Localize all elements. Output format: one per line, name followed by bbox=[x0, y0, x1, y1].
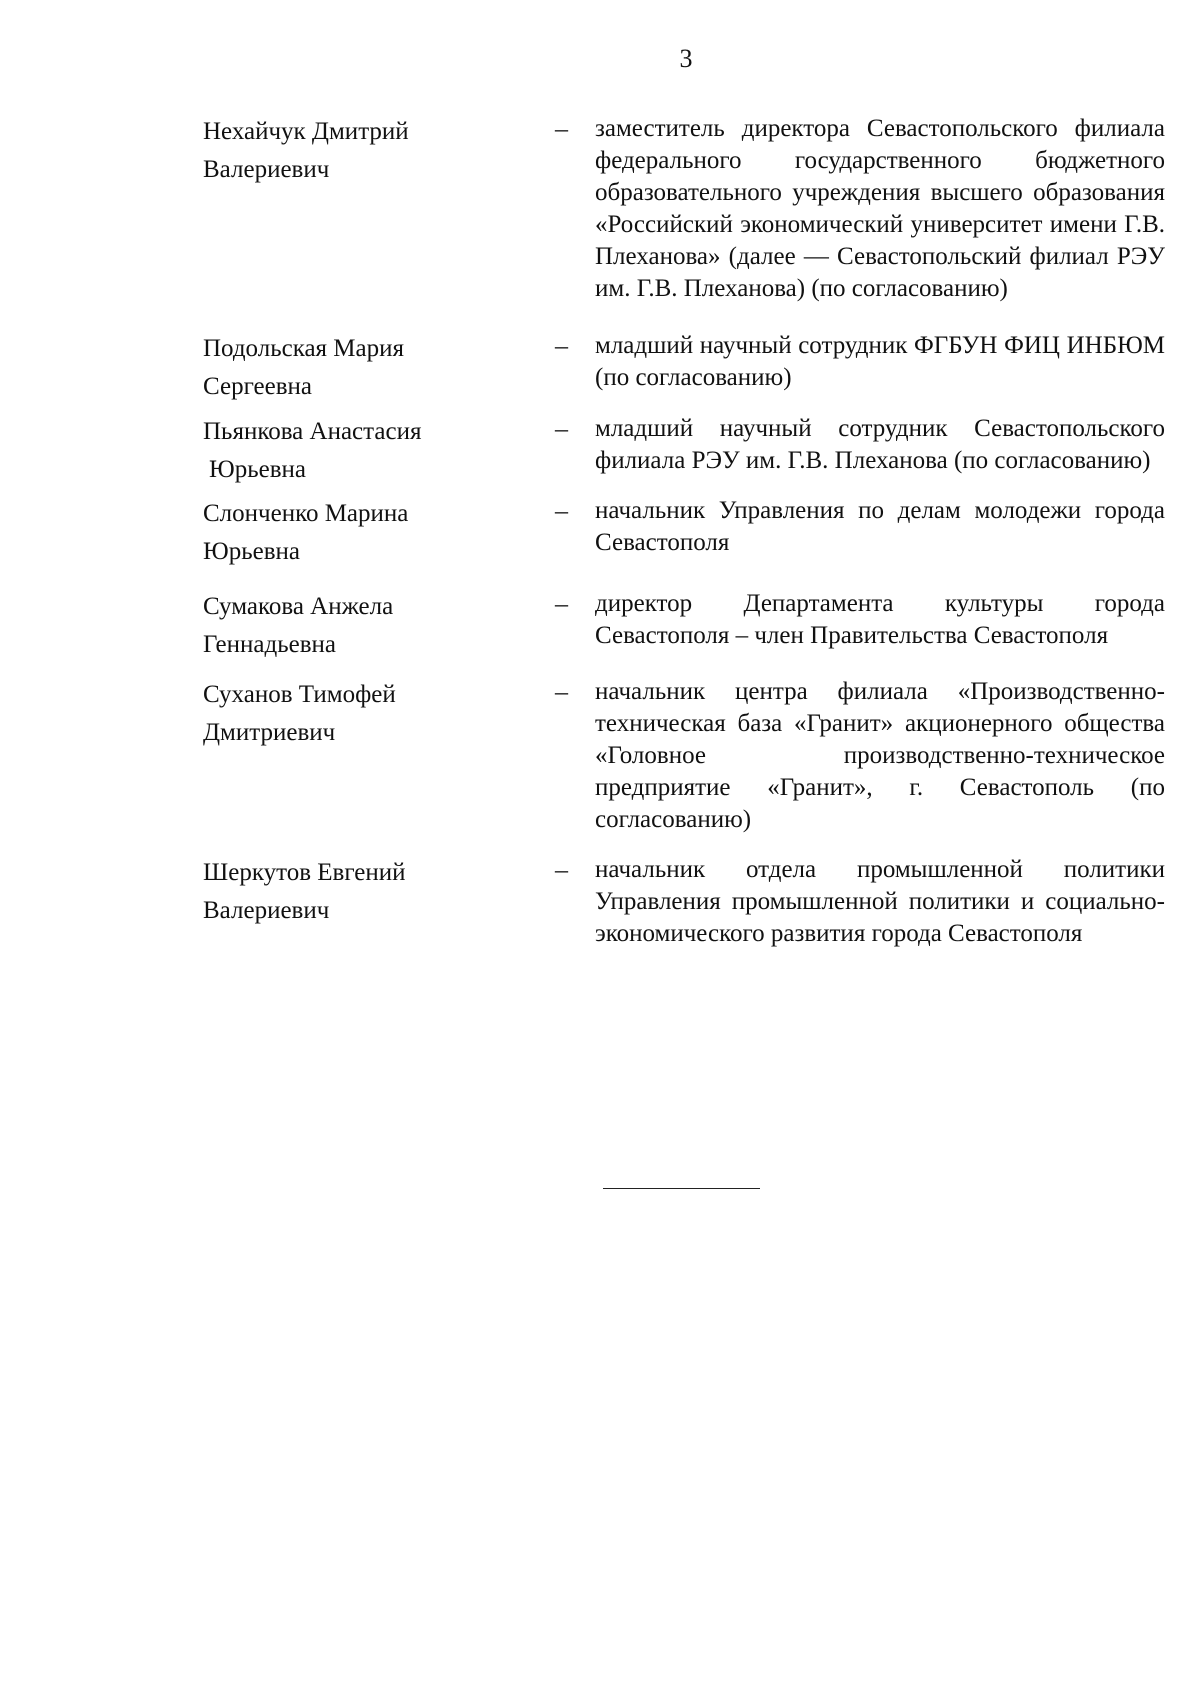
member-name bbox=[203, 588, 553, 664]
member-patronymic: Сергеевна bbox=[203, 373, 312, 400]
member-row bbox=[203, 495, 1165, 571]
member-row bbox=[203, 113, 1165, 305]
member-dash: – bbox=[555, 496, 568, 525]
member-dash: – bbox=[555, 855, 568, 884]
member-patronymic: Валериевич bbox=[203, 156, 330, 183]
member-surname-first-name: Пьянкова Анастасия bbox=[203, 418, 422, 445]
member-row bbox=[203, 413, 1165, 489]
commission-members-list bbox=[203, 113, 1165, 950]
member-role: начальник центра филиала «Производственно-техническая база «Гранит» акционерного общества «Головное производственно-техническое предприятие «Гранит», г. Севастополь (по согласованию) bbox=[595, 678, 1165, 833]
member-surname-first-name: Сумакова Анжела bbox=[203, 593, 394, 620]
member-surname-first-name: Нехайчук Дмитрий bbox=[203, 118, 409, 145]
member-patronymic: Юрьевна bbox=[203, 538, 300, 565]
member-patronymic: Юрьевна bbox=[209, 456, 306, 483]
member-row bbox=[203, 330, 1165, 406]
member-row bbox=[203, 676, 1165, 836]
member-role: младший научный сотрудник Севастопольского филиала РЭУ им. Г.В. Плеханова (по согласованию) bbox=[595, 415, 1165, 474]
member-name bbox=[203, 413, 553, 489]
member-dash: – bbox=[555, 589, 568, 618]
member-patronymic: Валериевич bbox=[203, 897, 330, 924]
member-role: начальник Управления по делам молодежи города Севастополя bbox=[595, 497, 1165, 556]
member-name bbox=[203, 854, 553, 930]
member-surname-first-name: Подольская Мария bbox=[203, 335, 405, 362]
member-dash: – bbox=[555, 414, 568, 443]
member-role: младший научный сотрудник ФГБУН ФИЦ ИНБЮМ (по согласованию) bbox=[595, 332, 1165, 391]
page-number: 3 bbox=[679, 44, 693, 73]
member-name bbox=[203, 113, 553, 189]
member-surname-first-name: Слонченко Марина bbox=[203, 500, 409, 527]
member-role: заместитель директора Севастопольского филиала федерального государственного бюджетного образовательного учреждения высшего образования «Российский экономический университет имени Г.В. Плеханова» (далее — Севастопольский филиал РЭУ им. Г.В. Плеханова) (по согласованию) bbox=[595, 115, 1165, 302]
member-surname-first-name: Шеркутов Евгений bbox=[203, 859, 406, 886]
member-dash: – bbox=[555, 114, 568, 143]
member-row bbox=[203, 854, 1165, 950]
member-patronymic: Геннадьевна bbox=[203, 631, 336, 658]
member-role: начальник отдела промышленной политики Управления промышленной политики и социально-экономического развития города Севастополя bbox=[595, 856, 1165, 947]
member-dash: – bbox=[555, 331, 568, 360]
member-name bbox=[203, 495, 553, 571]
member-patronymic: Дмитриевич bbox=[203, 719, 336, 746]
end-of-list-rule bbox=[603, 1188, 760, 1189]
member-role: директор Департамента культуры города Севастополя – член Правительства Севастополя bbox=[595, 590, 1165, 649]
member-surname-first-name: Суханов Тимофей bbox=[203, 681, 396, 708]
member-row bbox=[203, 588, 1165, 664]
member-dash: – bbox=[555, 677, 568, 706]
member-name bbox=[203, 330, 553, 406]
member-name bbox=[203, 676, 553, 752]
